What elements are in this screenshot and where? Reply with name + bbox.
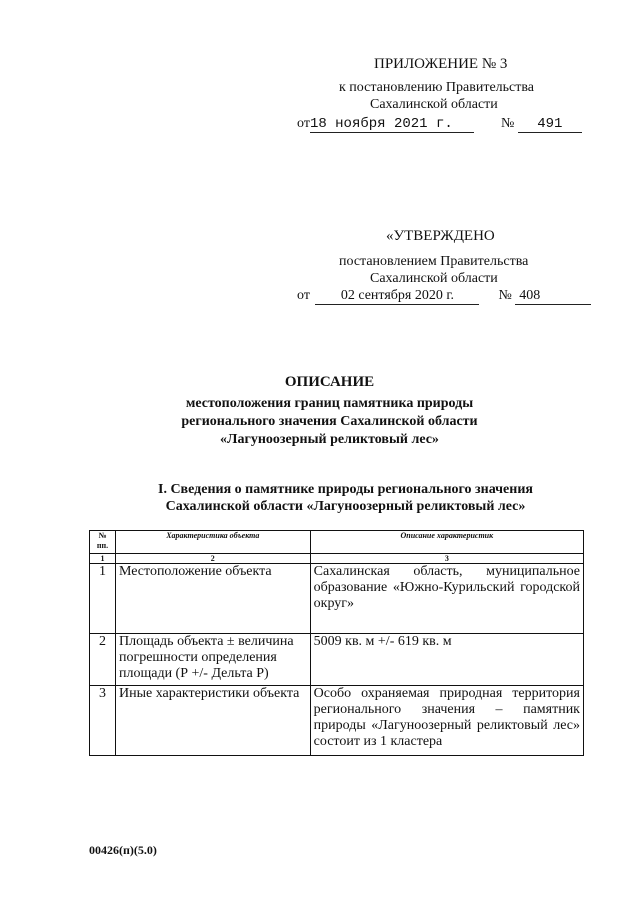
appendix-number-label: № xyxy=(500,116,515,131)
approved-date-line xyxy=(297,288,591,305)
table-row xyxy=(90,686,584,756)
appendix-date: 18 ноября 2021 г. xyxy=(310,116,474,133)
table-row xyxy=(90,564,584,634)
heading-line1: местоположения границ памятника природы xyxy=(185,396,474,411)
approved-from-label: от xyxy=(297,288,310,303)
approved-line2: Сахалинской области xyxy=(370,271,498,286)
approved-date: 02 сентября 2020 г. xyxy=(315,288,479,305)
table-header-number: № пп. xyxy=(90,531,116,554)
table-colnum-1: 1 xyxy=(90,554,116,564)
row-description: 5009 кв. м +/- 619 кв. м xyxy=(310,634,583,686)
appendix-line1: к постановлению Правительства xyxy=(339,80,535,95)
row-description: Особо охраняемая природная территория регионального значения – памятник природы «Лагуноозерный реликтовый лес» состоит из 1 кластера xyxy=(310,686,583,756)
appendix-line2: Сахалинской области xyxy=(370,97,498,112)
row-number: 2 xyxy=(90,634,116,686)
row-feature: Иные характеристики объекта xyxy=(115,686,310,756)
row-feature: Площадь объекта ± величина погрешности определения площади (Р +/- Дельта Р) xyxy=(115,634,310,686)
row-number: 1 xyxy=(90,564,116,634)
approved-number-label: № xyxy=(498,288,512,303)
document-title: ОПИСАНИЕ xyxy=(284,374,375,390)
approved-number: 408 xyxy=(515,288,591,305)
section-heading-line1: I. Сведения о памятнике природы регионального значения xyxy=(158,482,533,497)
approved-line1: постановлением Правительства xyxy=(339,254,529,269)
footer-code: 00426(п)(5.0) xyxy=(89,843,157,857)
table-colnum-3: 3 xyxy=(310,554,583,564)
appendix-title: ПРИЛОЖЕНИЕ № 3 xyxy=(374,56,508,72)
row-number: 3 xyxy=(90,686,116,756)
appendix-from-label: от xyxy=(297,116,310,131)
table-colnum-2: 2 xyxy=(115,554,310,564)
section-heading-line2: Сахалинской области «Лагуноозерный реликтовый лес» xyxy=(165,499,526,514)
table-header-description: Описание характеристик xyxy=(310,531,583,554)
approved-title: «УТВЕРЖДЕНО xyxy=(386,228,495,244)
appendix-number: 491 xyxy=(518,116,582,133)
row-description: Сахалинская область, муниципальное образование «Южно-Курильский городской округ» xyxy=(310,564,583,634)
table-header-feature: Характеристика объекта xyxy=(115,531,310,554)
appendix-date-line xyxy=(297,116,582,133)
heading-line3: «Лагуноозерный реликтовый лес» xyxy=(220,432,439,447)
table-row xyxy=(90,634,584,686)
row-feature: Местоположение объекта xyxy=(115,564,310,634)
heading-line2: регионального значения Сахалинской области xyxy=(181,414,478,429)
characteristics-table xyxy=(89,530,584,756)
